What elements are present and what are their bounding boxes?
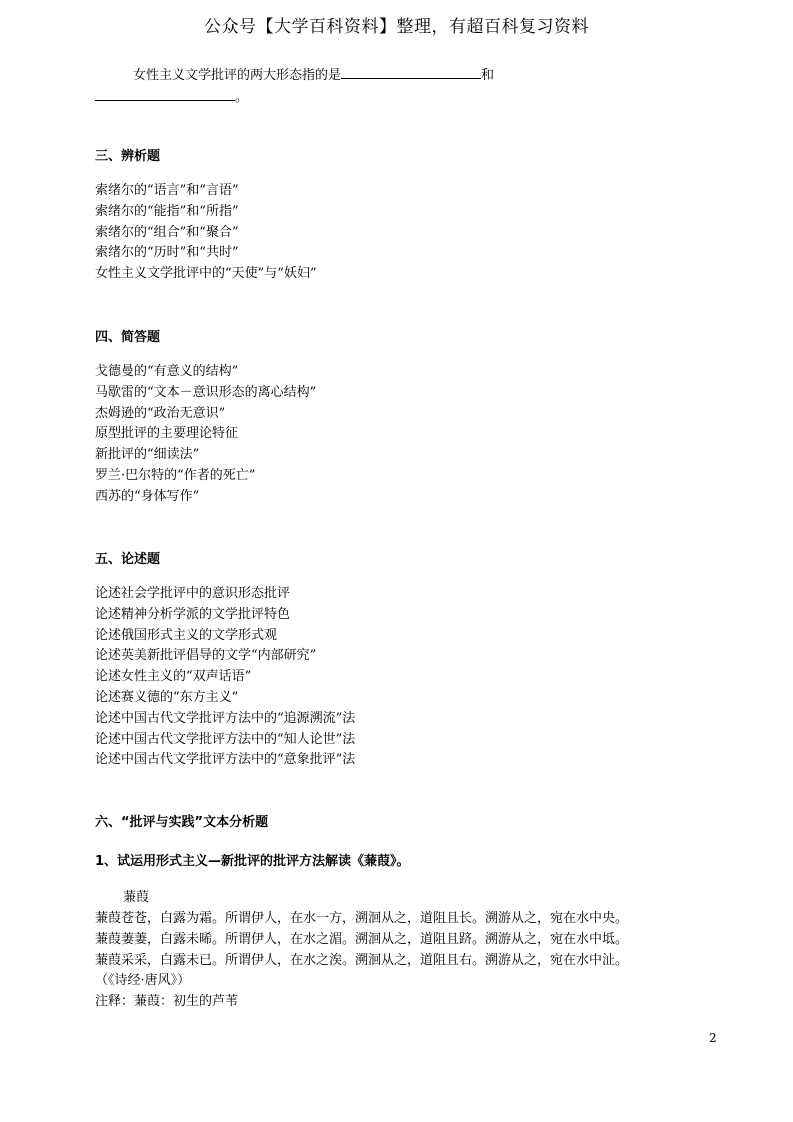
- list-item: 戈德曼的“有意义的结构”: [95, 364, 239, 379]
- list-item: 罗兰·巴尔特的“作者的死亡”: [95, 467, 256, 483]
- poem-line: 蒹葭采采，白露未已。所谓伊人，在水之涘。溯洄从之，道阻且右。溯游从之，宛在水中沚。: [95, 952, 629, 968]
- list-item: 论述中国古代文学批评方法中的“意象批评”法: [95, 752, 356, 768]
- section-3-title: 三、辨析题: [95, 149, 161, 164]
- list-item: 论述社会学批评中的意识形态批评: [95, 586, 291, 601]
- list-item: 原型批评的主要理论特征: [95, 426, 239, 442]
- section-6-title: 六、“批评与实践”文本分析题: [95, 815, 269, 830]
- page-header: 公众号【大学百科资料】整理，有超百科复习资料: [204, 17, 589, 37]
- poem-source: （《诗经·唐风》）: [95, 973, 191, 989]
- list-item: 论述中国古代文学批评方法中的“追源溯流”法: [95, 710, 356, 726]
- section-4-list: [95, 362, 316, 508]
- list-item: 论述中国古代文学批评方法中的“知人论世”法: [95, 731, 356, 747]
- poem-body: [95, 909, 628, 1013]
- section-5-title: 五、论述题: [95, 552, 161, 567]
- section-6-question-1: 1、试运用形式主义—新批评的批评方法解读《蒹葭》。: [95, 854, 410, 869]
- list-item: 索绪尔的“历时”和“共时”: [95, 245, 239, 261]
- poem-line: 蒹葭苍苍，白露为霜。所谓伊人，在水一方，溯洄从之，道阻且长。溯游从之，宛在水中央。: [95, 911, 629, 926]
- list-item: 索绪尔的“能指”和“所指”: [95, 203, 239, 219]
- fill-blank-question: [133, 64, 494, 86]
- list-item: 杰姆逊的“政治无意识”: [95, 405, 226, 421]
- list-item: 马歇雷的“文本－意识形态的离心结构”: [95, 384, 317, 400]
- list-item: 论述赛义德的“东方主义”: [95, 689, 239, 705]
- list-item: 论述俄国形式主义的文学形式观: [95, 627, 278, 643]
- answer-blank-2[interactable]: [95, 86, 235, 101]
- poem-title: 蒹葭: [123, 890, 150, 905]
- fill-blank-continuation: [95, 86, 248, 108]
- list-item: 索绪尔的“组合”和“聚合”: [95, 224, 239, 240]
- list-item: 女性主义文学批评中的“天使”与“妖妇”: [95, 266, 317, 282]
- section-3-list: [95, 181, 317, 285]
- list-item: 新批评的“细读法”: [95, 447, 200, 463]
- list-item: 论述精神分析学派的文学批评特色: [95, 606, 291, 622]
- list-item: 论述女性主义的“双声话语”: [95, 669, 252, 685]
- fill-blank-middle: 和: [481, 68, 495, 83]
- fill-blank-prefix: 女性主义文学批评的两大形态指的是: [133, 68, 342, 83]
- poem-note: 注释：蒹葭：初生的芦苇: [95, 994, 239, 1010]
- list-item: 论述英美新批评倡导的文学“内部研究”: [95, 648, 317, 664]
- section-5-list: [95, 584, 355, 771]
- list-item: 西苏的“身体写作”: [95, 488, 200, 504]
- page-number: 2: [709, 1031, 717, 1045]
- poem-line: 蒹葭萋萋，白露未晞。所谓伊人，在水之湄。溯洄从之，道阻且跻。溯游从之，宛在水中坻。: [95, 931, 629, 947]
- fill-blank-suffix: 。: [235, 90, 249, 105]
- answer-blank-1[interactable]: [341, 64, 481, 79]
- list-item: 索绪尔的“语言”和“言语”: [95, 183, 239, 198]
- section-4-title: 四、简答题: [95, 330, 161, 345]
